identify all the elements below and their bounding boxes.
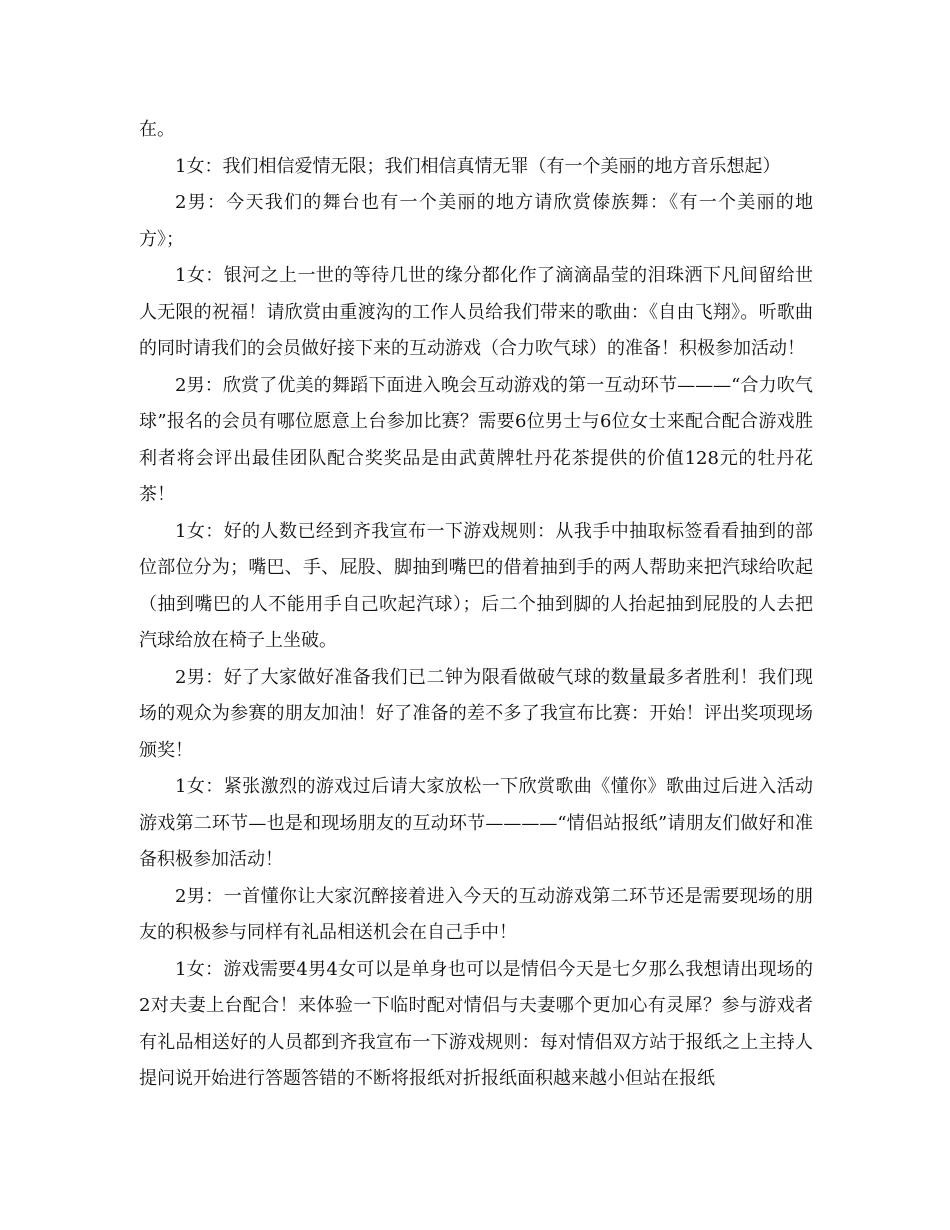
- paragraph: 2男：好了大家做好准备我们已二钟为限看做破气球的数量最多者胜利！我们现场的观众为参赛的朋友加油！好了准备的差不多了我宣布比赛：开始！评出奖项现场颁奖！: [139, 666, 813, 761]
- paragraph: 1女：好的人数已经到齐我宣布一下游戏规则：从我手中抽取标签看看抽到的部位部位分为；嘴巴、手、屁股、脚抽到嘴巴的借着抽到手的两人帮助来把汽球给吹起（抽到嘴巴的人不能用手自己吹起汽球）；后二个抽到脚的人抬起抽到屁股的人去把汽球给放在椅子上坐破。: [139, 520, 813, 651]
- paragraph: 2男：一首懂你让大家沉醉接着进入今天的互动游戏第二环节还是需要现场的朋友的积极参与同样有礼品相送机会在自己手中！: [139, 885, 813, 943]
- paragraph: 2男：今天我们的舞台也有一个美丽的地方请欣赏傣族舞：《有一个美丽的地方》；: [139, 192, 813, 250]
- paragraph: 1女：我们相信爱情无限；我们相信真情无罪（有一个美丽的地方音乐想起）: [175, 155, 781, 177]
- paragraph: 1女：游戏需要4男4女可以是单身也可以是情侣今天是七夕那么我想请出现场的2对夫妻上台配合！来体验一下临时配对情侣与夫妻哪个更加心有灵犀？参与游戏者有礼品相送好的人员都到齐我宣布一下游戏规则：每对情侣双方站于报纸之上主持人提问说开始进行答题答错的不断将报纸对折报纸面积越来越小但站在报纸: [139, 958, 813, 1089]
- document-body: [139, 112, 813, 1098]
- paragraph: 1女：紧张激烈的游戏过后请大家放松一下欣赏歌曲《懂你》歌曲过后进入活动游戏第二环节—也是和现场朋友的互动环节————“情侣站报纸”请朋友们做好和准备积极参加活动！: [139, 776, 813, 870]
- paragraph: 1女：银河之上一世的等待几世的缘分都化作了滴滴晶莹的泪珠洒下凡间留给世人无限的祝福！请欣赏由重渡沟的工作人员给我们带来的歌曲：《自由飞翔》。听歌曲的同时请我们的会员做好接下来的互动游戏（合力吹气球）的准备！积极参加活动！: [139, 265, 813, 359]
- paragraph: 2男：欣赏了优美的舞蹈下面进入晚会互动游戏的第一互动环节———“合力吹气球”报名的会员有哪位愿意上台参加比赛？需要6位男士与6位女士来配合配合游戏胜利者将会评出最佳团队配合奖奖品是由武黄牌牡丹花茶提供的价值128元的牡丹花茶！: [139, 374, 813, 505]
- paragraph-continuation: 在。: [139, 119, 175, 140]
